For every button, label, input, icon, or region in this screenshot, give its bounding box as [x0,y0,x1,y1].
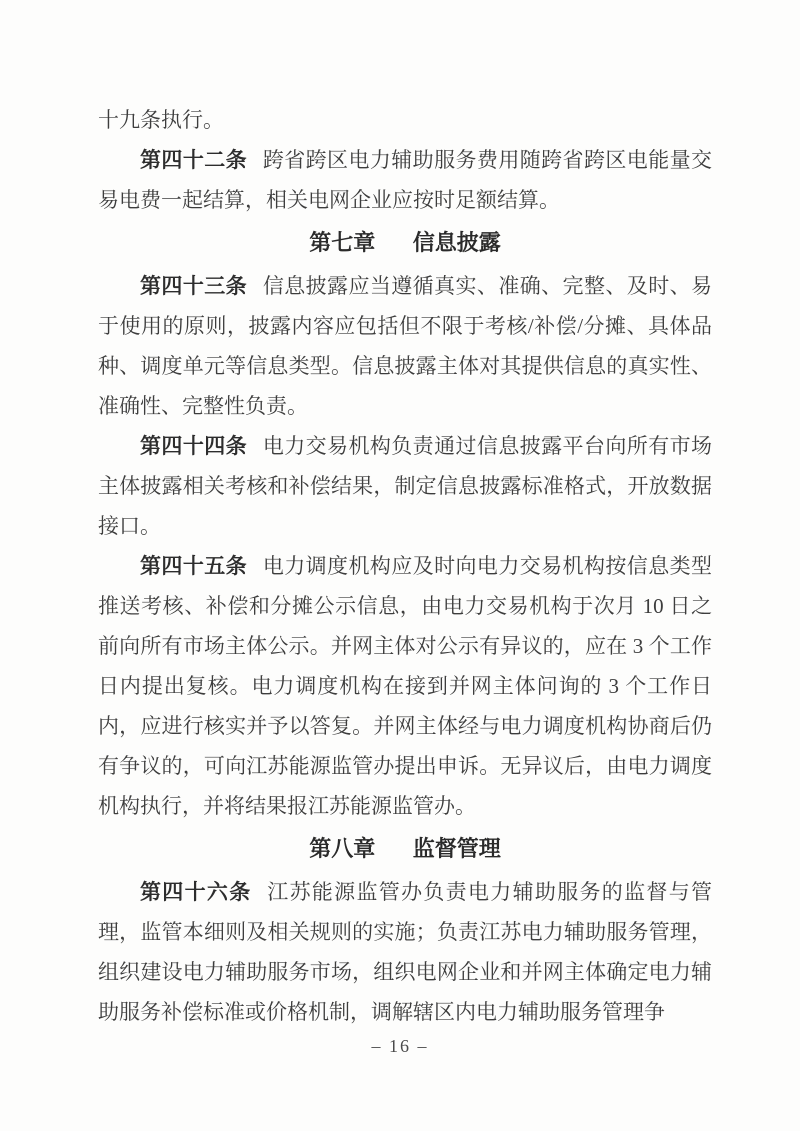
article-number: 第四十二条 [140,148,248,172]
paragraph-text: 电力交易机构负责通过信息披露平台向所有市场主体披露相关考核和补偿结果，制定信息披露标准格式，开放数据接口。 [98,434,713,538]
article-number: 第四十三条 [140,274,248,298]
paragraph-article-42 [98,140,712,220]
chapter-number: 第七章 [309,230,376,255]
paragraph-article-43 [98,266,712,426]
paragraph-article-45 [98,546,712,826]
chapter-heading-8 [98,829,712,869]
paragraph-continuation [98,100,712,140]
article-number: 第四十六条 [140,880,252,904]
chapter-title: 监督管理 [412,836,501,861]
chapter-title: 信息披露 [412,230,501,255]
paragraph-text: 电力调度机构应及时向电力交易机构按信息类型推送考核、补偿和分摊公示信息，由电力交易机构于次月 10 日之前向所有市场主体公示。并网主体对公示有异议的，应在 3 个工作日内提出复核。电力调度机构在接到并网主体问询的 3 个工作日内，应进行核实并予以答复。并网主体经与电力调度机构协商后仍有争议的，可向江苏能源监管办提出申诉。无异议后，由电力调度机构执行，并将结果报江苏能源监管办。 [98,554,713,818]
article-number: 第四十五条 [140,554,248,578]
paragraph-article-46 [98,872,712,1032]
page-number: – 16 – [371,1036,429,1056]
paragraph-text: 信息披露应当遵循真实、准确、完整、及时、易于使用的原则，披露内容应包括但不限于考核/补偿/分摊、具体品种、调度单元等信息类型。信息披露主体对其提供信息的真实性、准确性、完整性负责。 [98,274,713,418]
article-number: 第四十四条 [140,434,248,458]
paragraph-text: 十九条执行。 [98,108,224,132]
paragraph-text: 江苏能源监管办负责电力辅助服务的监督与管理，监管本细则及相关规则的实施；负责江苏电力辅助服务管理，组织建设电力辅助服务市场，组织电网企业和并网主体确定电力辅助服务补偿标准或价格机制，调解辖区内电力辅助服务管理争 [98,880,713,1024]
chapter-heading-7 [98,223,712,263]
paragraph-text: 跨省跨区电力辅助服务费用随跨省跨区电能量交易电费一起结算，相关电网企业应按时足额结算。 [98,148,713,212]
document-content [98,100,712,1032]
chapter-number: 第八章 [309,836,376,861]
paragraph-article-44 [98,426,712,546]
